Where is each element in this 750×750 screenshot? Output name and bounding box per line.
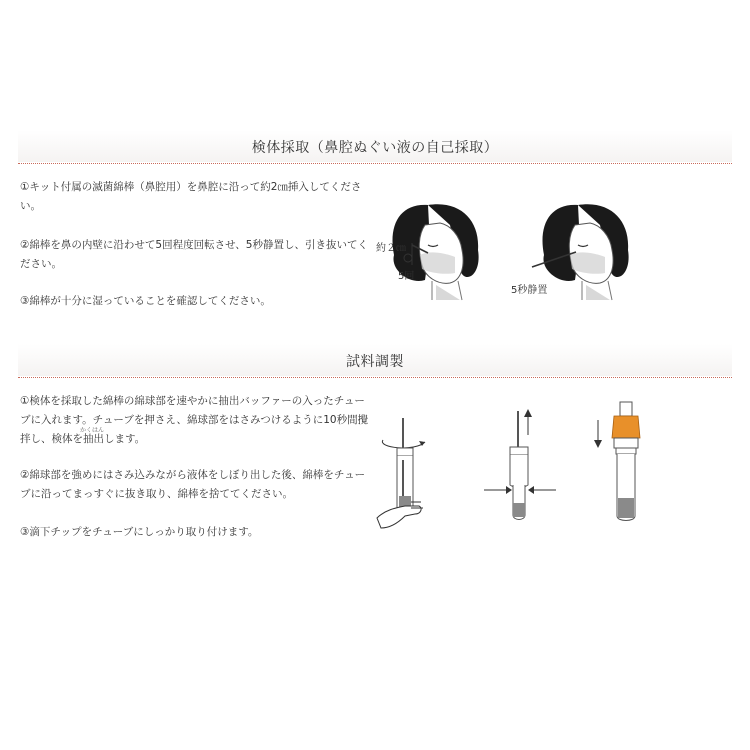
tube-ring — [616, 448, 636, 454]
attach-dropper-tip-illustration — [590, 398, 660, 528]
tube-cap-ring — [614, 438, 638, 448]
preparation-step-1-text: ①検体を採取した綿棒の綿球部を速やかに抽出バッファーの入ったチューブに入れます。チューブを押さえ、綿球部をはさみつけるように10秒間攪拌し、検体を抽出します。 — [20, 395, 369, 445]
swab-squeeze-illustration — [480, 405, 560, 530]
collection-step-1: ①キット付属の滅菌綿棒（鼻腔用）を鼻腔に沿って約2㎝挿入してください。 — [20, 181, 362, 212]
still-label: 5秒静置 — [511, 285, 548, 296]
preparation-step-2: ②綿球部を強めにはさみ込みながら液体をしぼり出した後、綿棒をチューブに沿ってまっすぐに抜き取り、綿棒を捨ててください。 — [20, 469, 366, 500]
dropper-tip-cap — [612, 416, 640, 438]
preparation-step-3: ③滴下チップをチューブにしっかり取り付けます。 — [20, 526, 259, 538]
arrow-head — [506, 486, 512, 494]
preparation-step-1 — [20, 392, 372, 449]
swab-tip — [513, 503, 525, 517]
arrow-head — [528, 486, 534, 494]
ruby-reading: かくはん — [80, 427, 105, 434]
neck-shade — [436, 285, 460, 300]
up-arrow-head — [524, 409, 532, 417]
tube-cap-ring — [510, 447, 528, 455]
neck-shade — [586, 285, 610, 300]
section-divider — [18, 163, 732, 164]
buffer-liquid — [618, 498, 634, 518]
depth-label: 約２㎝ — [376, 243, 406, 254]
collection-step-2: ②綿棒を鼻の内壁に沿わせて5回程度回転させ、5秒静置し、引き抜いてください。 — [20, 239, 368, 270]
rotations-label: 5回 — [398, 271, 415, 282]
section-title-specimen-collection: 検体採取（鼻腔ぬぐい液の自己採取） — [251, 140, 499, 156]
section-divider — [18, 377, 732, 378]
swab-stirring-illustration — [375, 410, 445, 535]
collection-step-3: ③綿棒が十分に湿っていることを確認してください。 — [20, 295, 271, 307]
hand-outline — [377, 506, 421, 528]
tube-cap-ring — [397, 448, 413, 456]
down-arrow-head — [594, 440, 602, 448]
dropper-nozzle — [620, 402, 632, 416]
section-title-sample-preparation: 試料調製 — [346, 354, 404, 370]
tube-upper — [510, 455, 528, 488]
